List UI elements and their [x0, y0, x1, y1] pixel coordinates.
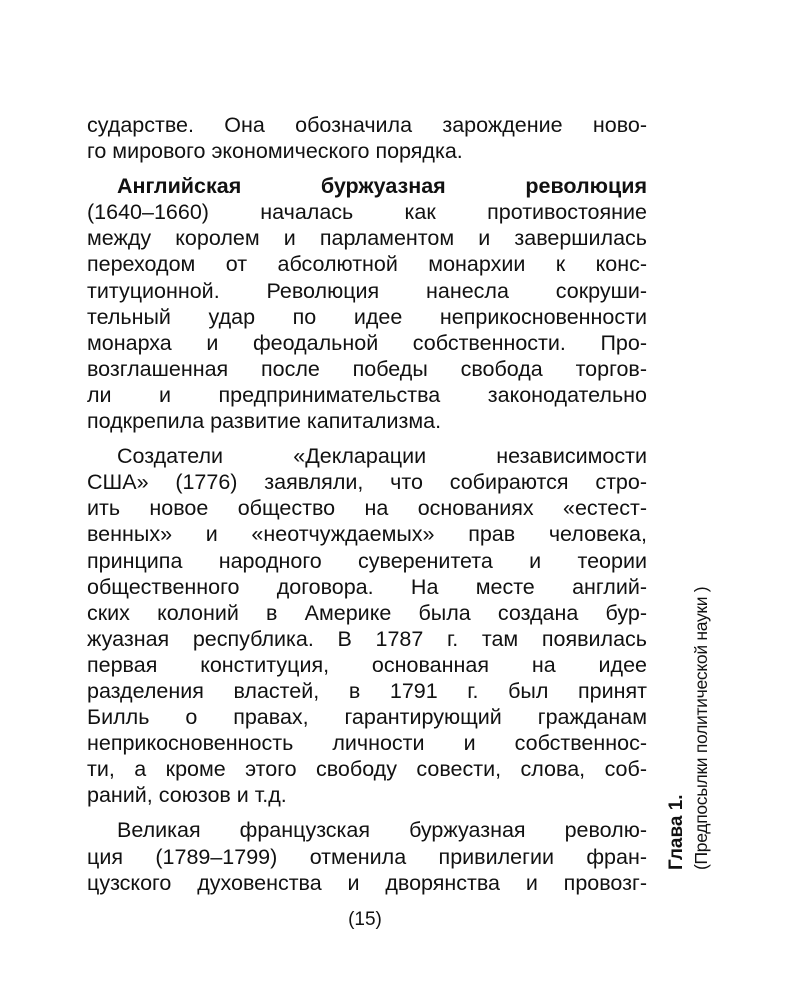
text-line: тельный удар по идее неприкосновенности [87, 304, 647, 329]
text-line: Создатели «Декларации независимости [117, 444, 647, 469]
text-line: ить новое общество на основаниях «естест- [87, 496, 647, 521]
text-line: монарха и феодальной собственности. Про- [87, 330, 647, 355]
text-line: раний, союзов и т.д. [87, 783, 287, 808]
text-line: го мирового экономического порядка. [87, 139, 463, 164]
text-line: ция (1789–1799) отменила привилегии фран- [87, 844, 647, 869]
text-line: США» (1776) заявляли, что собираются стро- [87, 470, 647, 495]
text-line: ли и предпринимательства законодательно [87, 382, 647, 407]
text-line: между королем и парламентом и завершилась [87, 226, 647, 251]
text-line [87, 173, 647, 199]
text-line: цузского духовенства и дворянства и провозг- [87, 870, 647, 895]
chapter-title: Глава 1. [666, 794, 687, 870]
text-line: сударстве. Она обозначила зарождение ново- [87, 113, 647, 137]
text-line: общественного договора. На месте англий- [87, 574, 647, 599]
text-line: подкрепила развитие капитализма. [87, 409, 442, 434]
text-line: принципа народного суверенитета и теории [87, 548, 647, 573]
text-line: первая конституция, основанная на идее [87, 652, 647, 677]
bold-heading: Английская буржуазная революция [117, 174, 647, 199]
text-line: неприкосновенность личности и собственнос- [87, 731, 647, 756]
chapter-subtitle: (Предпосылки политической науки ) [691, 586, 711, 870]
running-header [665, 570, 719, 870]
text-line: Билль о правах, гарантирующий гражданам [87, 705, 647, 730]
text-line: возглашенная после победы свобода торгов- [87, 356, 647, 381]
text-line: титуционной. Революция нанесла сокруши- [87, 278, 647, 303]
text-line: (1640–1660) началась как противостояние [87, 200, 647, 225]
text-line: жуазная республика. В 1787 г. там появилась [87, 626, 647, 651]
text-line: ти, а кроме этого свободу совести, слова, соб- [87, 757, 647, 782]
text-line: ских колоний в Америке была создана бур- [87, 600, 647, 625]
text-line: Великая французская буржуазная револю- [117, 818, 647, 843]
text-line: венных» и «неотчуждаемых» прав человека, [87, 522, 647, 547]
page-number: (15) [348, 909, 382, 930]
text-line: переходом от абсолютной монархии к конс- [87, 252, 647, 277]
main-text [87, 112, 647, 896]
text-line: разделения властей, в 1791 г. был принят [87, 678, 647, 703]
